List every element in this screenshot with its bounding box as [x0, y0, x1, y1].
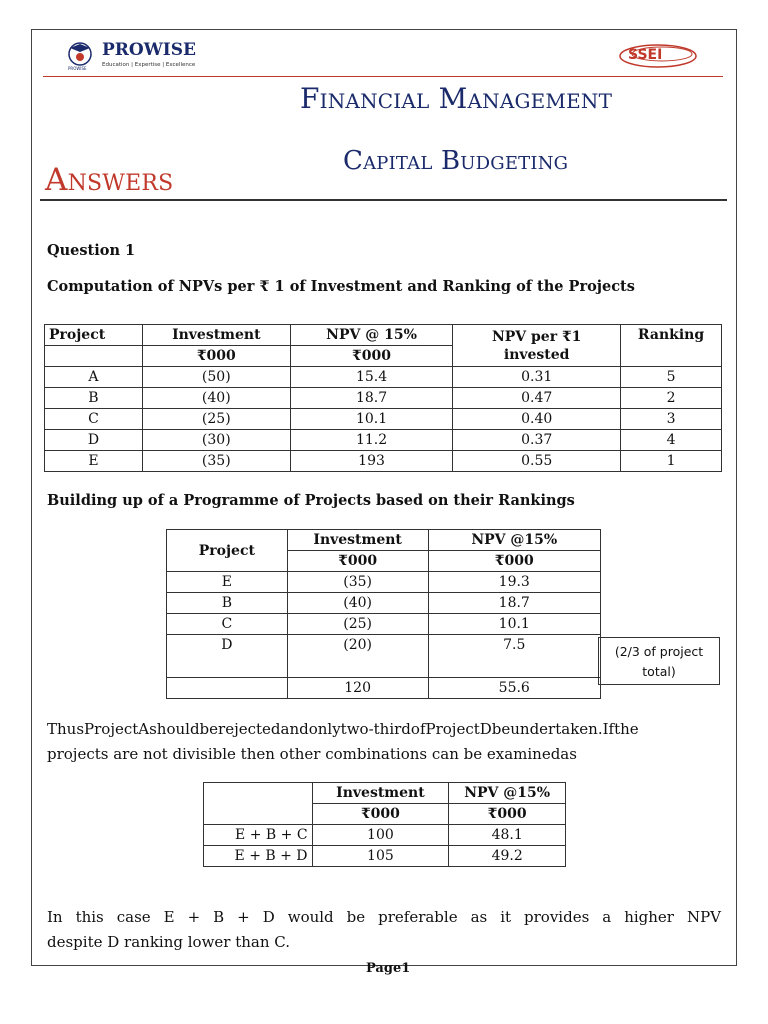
table2-header-investment: Investment [287, 530, 428, 551]
table-cell: (35) [287, 572, 428, 593]
combination-table [203, 782, 566, 867]
answers-heading: Answers [45, 162, 174, 198]
table-cell: (20) [287, 635, 428, 678]
table-row [45, 367, 722, 388]
table2-subheader-investment: ₹000 [287, 551, 428, 572]
table2-subheader-npv: ₹000 [428, 551, 600, 572]
title-capital-budgeting: Capital Budgeting [343, 146, 569, 176]
prowise-logo [62, 38, 212, 74]
table1-header-investment: Investment [142, 325, 290, 346]
project-d-note: (2/3 of project total) [598, 637, 720, 685]
paragraph1-line2: projects are not divisible then other combinations can be examinedas [47, 745, 577, 763]
table-cell: B [45, 388, 143, 409]
table-cell: 10.1 [428, 614, 600, 635]
table-row [167, 572, 601, 593]
table-cell: 5 [621, 367, 722, 388]
table-cell: 2 [621, 388, 722, 409]
table-row [167, 678, 601, 699]
table-cell: (30) [142, 430, 290, 451]
table-cell: 1 [621, 451, 722, 472]
page-number: Page1 [366, 961, 411, 976]
table-cell: 105 [312, 846, 449, 867]
table-cell: 15.4 [290, 367, 453, 388]
table-cell: (50) [142, 367, 290, 388]
table-cell: 193 [290, 451, 453, 472]
table-cell: 19.3 [428, 572, 600, 593]
table-cell: E [45, 451, 143, 472]
prowise-logo-text: PROWISE [102, 40, 196, 60]
table-cell: (25) [142, 409, 290, 430]
table-row [204, 825, 566, 846]
table3-header-investment: Investment [312, 783, 449, 804]
table-cell: C [167, 614, 288, 635]
table-cell: (25) [287, 614, 428, 635]
table-cell: A [45, 367, 143, 388]
table2-header-npv: NPV @15% [428, 530, 600, 551]
table-row [45, 451, 722, 472]
table-row [45, 430, 722, 451]
table-cell: (40) [287, 593, 428, 614]
paragraph1-line1: ThusProjectAshouldberejectedandonlytwo-thirdofProjectDbeundertaken.Ifthe [47, 720, 639, 738]
table-cell: 0.37 [453, 430, 621, 451]
table3-header-blank [204, 783, 313, 825]
table-cell: B [167, 593, 288, 614]
table-row [167, 635, 601, 678]
table-row [45, 409, 722, 430]
table1-header-ranking: Ranking [621, 325, 722, 367]
table-cell: C [45, 409, 143, 430]
table1-subheader-investment: ₹000 [142, 346, 290, 367]
table-cell: 0.40 [453, 409, 621, 430]
table-cell: 0.55 [453, 451, 621, 472]
table-cell: 4 [621, 430, 722, 451]
title-financial-management: Financial Management [300, 82, 613, 115]
table3-subheader-npv: ₹000 [449, 804, 566, 825]
table-cell [167, 678, 288, 699]
table-cell: E [167, 572, 288, 593]
table-cell: 0.31 [453, 367, 621, 388]
table1-header-project: Project [45, 325, 143, 346]
section2-heading: Building up of a Programme of Projects based on their Rankings [47, 492, 575, 509]
table1-subheader-npv: ₹000 [290, 346, 453, 367]
table-cell: D [167, 635, 288, 678]
table-cell: D [45, 430, 143, 451]
prowise-logo-arc-text: PROWISE [68, 66, 87, 71]
ssei-logo [618, 42, 713, 72]
table2-header-project: Project [167, 530, 288, 572]
table-cell: E + B + D [204, 846, 313, 867]
programme-table [166, 529, 601, 699]
table-cell: 120 [287, 678, 428, 699]
table-cell: 18.7 [428, 593, 600, 614]
table-row [167, 593, 601, 614]
question-label: Question 1 [47, 242, 136, 259]
table-cell: (40) [142, 388, 290, 409]
paragraph2-line2: despite D ranking lower than C. [47, 933, 290, 951]
table-cell: 3 [621, 409, 722, 430]
table-cell: 18.7 [290, 388, 453, 409]
table-cell: 49.2 [449, 846, 566, 867]
table-cell: (35) [142, 451, 290, 472]
table-row [167, 614, 601, 635]
table-cell: 10.1 [290, 409, 453, 430]
table-row [45, 388, 722, 409]
prowise-tagline: Education | Expertise | Excellence [102, 62, 196, 68]
npv-ranking-table [44, 324, 722, 472]
table-cell: 48.1 [449, 825, 566, 846]
table-cell: 55.6 [428, 678, 600, 699]
paragraph2-line1: In this case E + B + D would be preferable as it provides a higher NPV [47, 908, 721, 926]
table-cell: 11.2 [290, 430, 453, 451]
table3-subheader-investment: ₹000 [312, 804, 449, 825]
table-row [204, 846, 566, 867]
section1-heading: Computation of NPVs per ₹ 1 of Investment and Ranking of the Projects [47, 278, 635, 295]
table-cell: 7.5 [428, 635, 600, 678]
table-cell: E + B + C [204, 825, 313, 846]
section-divider [40, 199, 727, 201]
table1-header-npv: NPV @ 15% [290, 325, 453, 346]
header-rule [43, 76, 723, 77]
table-cell: 100 [312, 825, 449, 846]
ssei-logo-text: SSEI [628, 47, 663, 63]
table-cell: 0.47 [453, 388, 621, 409]
table3-header-npv: NPV @15% [449, 783, 566, 804]
table1-header-npv-per-rupee: NPV per ₹1 invested [453, 325, 621, 367]
